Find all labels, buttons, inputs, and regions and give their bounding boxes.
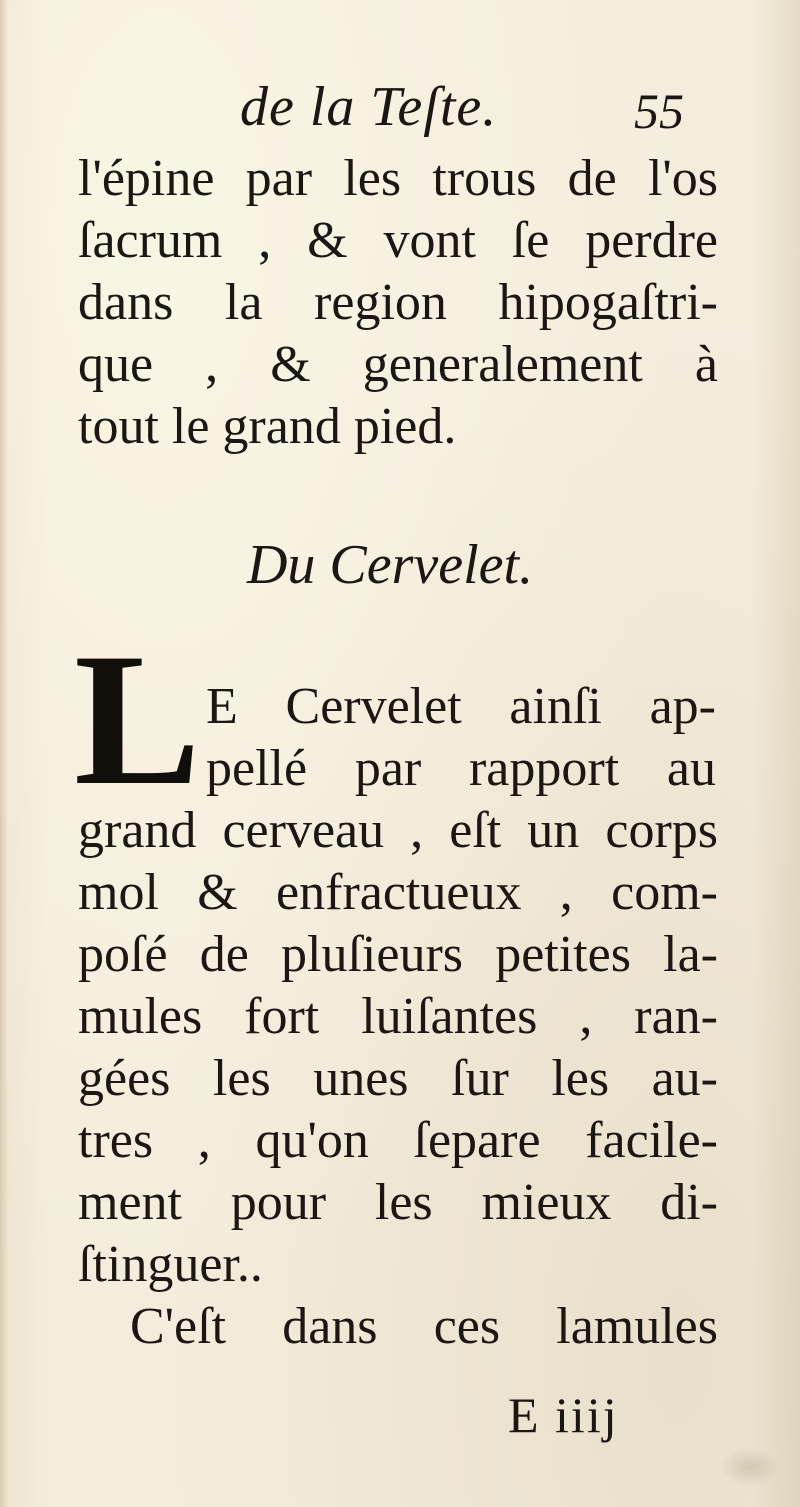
paragraph-2	[78, 800, 718, 1358]
drop-cap-initial: L	[74, 615, 201, 825]
text-line: C'eſt dans ces lamules	[130, 1298, 718, 1355]
text-line: ment pour les mieux di-	[78, 1174, 718, 1231]
running-head-title: de la Teſte.	[240, 76, 498, 138]
text-line: pellé par rapport au	[206, 740, 716, 797]
catchword-signature: E iiij	[508, 1387, 619, 1443]
page-edge-shadow	[0, 0, 8, 1507]
text-line: tres , qu'on ſepare facile-	[78, 1112, 718, 1169]
running-head	[0, 72, 800, 142]
paragraph-2-capped-lines	[206, 676, 716, 800]
text-line: l'épine par les trous de l'os	[78, 150, 718, 207]
text-line: E Cervelet ainſi ap-	[206, 678, 716, 735]
section-heading	[0, 530, 800, 600]
text-line: dans la region hipogaſtri-	[78, 274, 718, 331]
page-number: 55	[634, 83, 684, 139]
text-line: que , & generalement à	[78, 336, 718, 393]
text-line: gées les unes ſur les au-	[78, 1050, 718, 1107]
text-line: ſacrum , & vont ſe perdre	[78, 212, 718, 269]
text-line: mol & enfractueux , com-	[78, 864, 718, 921]
text-line: ſtinguer..	[78, 1236, 263, 1293]
text-line: mules fort luiſantes , ran-	[78, 988, 718, 1045]
text-line: tout le grand pied.	[78, 398, 457, 455]
paper-stain	[720, 1447, 780, 1487]
section-heading-text: Du Cervelet.	[246, 534, 534, 596]
text-line: grand cerveau , eſt un corps	[78, 802, 718, 859]
paragraph-1	[78, 148, 718, 458]
text-line: poſé de pluſieurs petites la-	[78, 926, 718, 983]
